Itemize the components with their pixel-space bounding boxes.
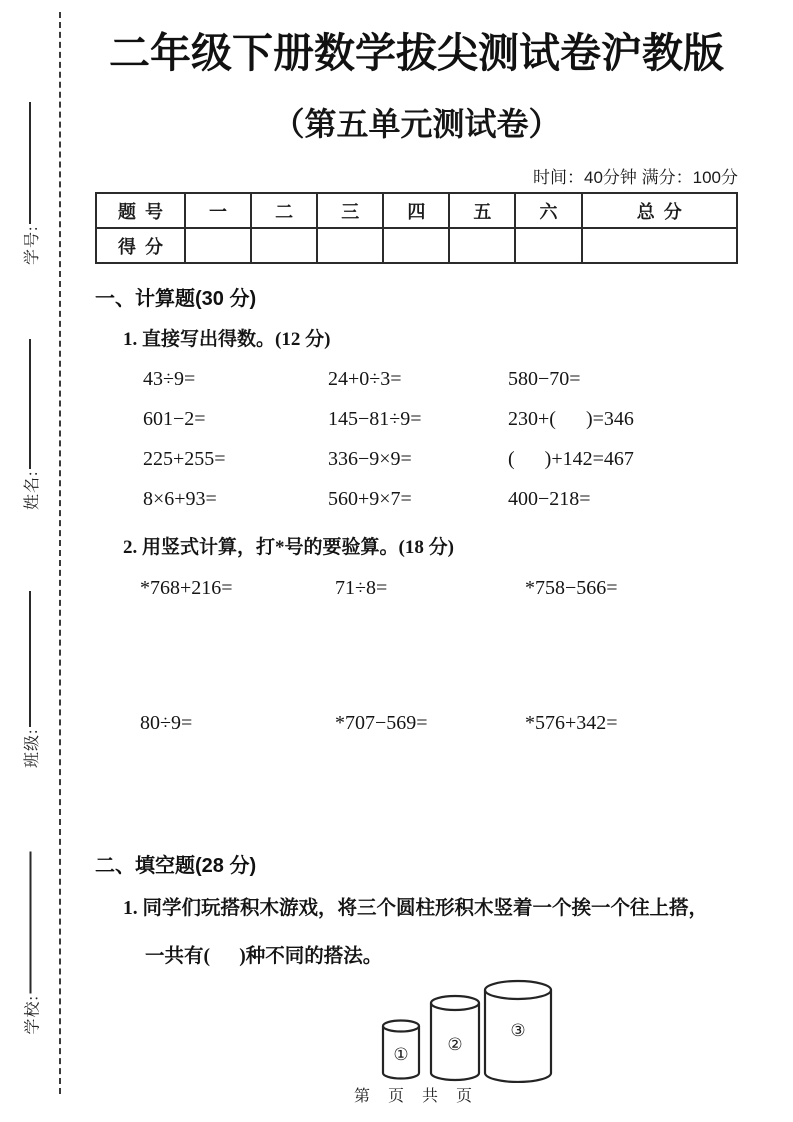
- math-problem: *768+216=: [140, 577, 233, 600]
- vertical-calc-row-1: [140, 577, 738, 600]
- math-problem: 24+0÷3=: [328, 367, 402, 390]
- cylinder-3-number-label: ③: [510, 1021, 526, 1042]
- score-cell: [317, 228, 383, 263]
- school-field: [20, 830, 42, 1035]
- fill-in-q1-line1: 1. 同学们玩搭积木游戏，将三个圆柱形积木竖着一个挨一个往上搭，: [123, 898, 709, 920]
- class-field: [19, 570, 41, 768]
- student-number-blank-line: [29, 102, 31, 224]
- col-header-2: 二: [251, 193, 317, 228]
- math-problem: 336−9×9=: [328, 447, 412, 470]
- student-info-strip: [0, 0, 62, 1122]
- student-name-field: [19, 320, 41, 510]
- score-cell: [449, 228, 515, 263]
- score-cell: [515, 228, 581, 263]
- part1-heading: 1. 直接写出得数。(12 分): [123, 329, 331, 351]
- col-header-6: 六: [515, 193, 581, 228]
- class-label: 班级:: [23, 728, 41, 768]
- score-cell: [582, 228, 737, 263]
- cylinder-1-top: [383, 1021, 419, 1032]
- col-header-3: 三: [317, 193, 383, 228]
- student-name-blank-line: [29, 339, 31, 469]
- working-space: [95, 735, 738, 831]
- cylinder-1-number-label: ①: [393, 1045, 409, 1066]
- score-table: [95, 192, 738, 264]
- exam-time-score-info: 时间：40分钟 满分：100分: [533, 168, 738, 188]
- math-problem: ( )+142=467: [508, 447, 634, 470]
- main-content: [95, 0, 738, 1122]
- score-cell: [251, 228, 317, 263]
- school-label: 学校:: [24, 995, 41, 1035]
- math-problem: 580−70=: [508, 367, 581, 390]
- total-score-header: 总 分: [582, 193, 737, 228]
- score-row-label: 得 分: [96, 228, 185, 263]
- student-number-label: 学号:: [23, 225, 41, 265]
- math-problem: *707−569=: [335, 712, 428, 735]
- score-cell: [383, 228, 449, 263]
- math-problem: 230+( )=346: [508, 407, 634, 430]
- math-problem: 8×6+93=: [143, 487, 217, 510]
- section-one-heading: 一、计算题(30 分): [95, 288, 257, 311]
- math-problem: 80÷9=: [140, 712, 193, 735]
- math-problem: 225+255=: [143, 447, 226, 470]
- cylinder-blocks-figure: [363, 978, 568, 1083]
- student-number-field: [19, 85, 41, 265]
- math-problem: *758−566=: [525, 577, 618, 600]
- student-name-label: 姓名:: [23, 470, 41, 510]
- math-problem: 601−2=: [143, 407, 206, 430]
- cylinders-illustration: [363, 978, 568, 1083]
- cylinder-3-top: [485, 981, 551, 999]
- col-header-4: 四: [383, 193, 449, 228]
- direct-calculation-grid: [143, 359, 738, 519]
- col-header-1: 一: [185, 193, 251, 228]
- math-problem: 71÷8=: [335, 577, 388, 600]
- fill-in-q1-line2: 一共有( )种不同的搭法。: [145, 946, 383, 968]
- math-problem: *576+342=: [525, 712, 618, 735]
- question-number-header: 题 号: [96, 193, 185, 228]
- cylinder-2-number-label: ②: [447, 1035, 463, 1056]
- vertical-calc-row-2: [140, 712, 738, 735]
- page-subtitle: （第五单元测试卷）: [272, 106, 561, 143]
- math-problem: 560+9×7=: [328, 487, 412, 510]
- class-blank-line: [29, 591, 31, 727]
- math-problem: 43÷9=: [143, 367, 196, 390]
- score-table-score-row: [96, 228, 737, 263]
- col-header-5: 五: [449, 193, 515, 228]
- score-cell: [185, 228, 251, 263]
- cylinder-2-top: [431, 996, 479, 1010]
- math-problem: 145−81÷9=: [328, 407, 422, 430]
- dashed-cut-line: [59, 12, 61, 1094]
- score-table-header-row: [96, 193, 737, 228]
- section-two-heading: 二、填空题(28 分): [95, 855, 257, 878]
- math-problem: 400−218=: [508, 487, 591, 510]
- page-footer: 第 页 共 页: [353, 1088, 479, 1105]
- page-title: 二年级下册数学拔尖测试卷沪教版: [109, 30, 724, 76]
- part2-heading: 2. 用竖式计算，打*号的要验算。(18 分): [123, 537, 454, 559]
- school-blank-line: [30, 851, 32, 993]
